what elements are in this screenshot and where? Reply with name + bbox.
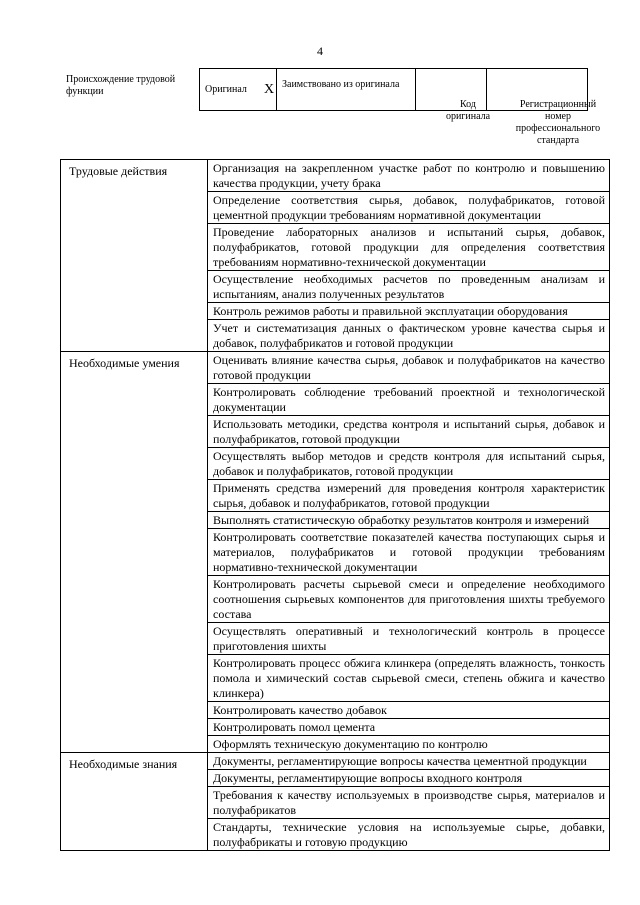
table-row <box>61 753 610 770</box>
labor-action-item: Осуществление необходимых расчетов по проведенным анализам и испытаниям, анализ полученных результатов <box>208 271 610 303</box>
skill-item: Оформлять техническую документацию по контролю <box>208 736 610 753</box>
knowledge-item: Документы, регламентирующие вопросы качества цементной продукции <box>208 753 610 770</box>
knowledge-item: Требования к качеству используемых в производстве сырья, материалов и полуфабрикатов <box>208 787 610 819</box>
origin-label: Происхождение трудовой функции <box>66 74 176 97</box>
labor-actions-title: Трудовые действия <box>61 160 208 352</box>
skill-item: Контролировать качество добавок <box>208 702 610 719</box>
skill-item: Использовать методики, средства контроля и испытаний сырья, добавок и полуфабрикатов, готовой продукции <box>208 416 610 448</box>
skills-title: Необходимые умения <box>61 352 208 753</box>
knowledge-title: Необходимые знания <box>61 753 208 851</box>
original-mark: X <box>262 69 277 111</box>
labor-action-item: Учет и систематизация данных о фактическом уровне качества сырья и добавок, полуфабрикатов и готовой продукции <box>208 320 610 352</box>
knowledge-item: Стандарты, технические условия на используемые сырье, добавки, полуфабрикаты и готовую продукцию <box>208 819 610 851</box>
skill-item: Контролировать помол цемента <box>208 719 610 736</box>
knowledge-item: Документы, регламентирующие вопросы входного контроля <box>208 770 610 787</box>
code-caption: Код оригинала <box>445 99 491 122</box>
skill-item: Применять средства измерений для проведения контроля характеристик сырья, добавок и полуфабрикатов, готовой продукции <box>208 480 610 512</box>
skill-item: Контролировать процесс обжига клинкера (определять влажность, тонкость помола и химический состав сырьевой смеси, степень обжига и качество клинкера) <box>208 655 610 702</box>
labor-action-item: Организация на закрепленном участке работ по контролю и повышению качества продукции, учету брака <box>208 160 610 192</box>
table-row <box>61 160 610 192</box>
labor-action-item: Проведение лабораторных анализов и испытаний сырья, добавок, полуфабрикатов, готовой продукции для определения соответствия требованиям нормативно-технической документации <box>208 224 610 271</box>
skill-item: Осуществлять оперативный и технологический контроль в процессе приготовления шихты <box>208 623 610 655</box>
regnum-caption: Регистрационный номер профессионального стандарта <box>515 99 601 146</box>
page-number: 4 <box>317 44 323 58</box>
skill-item: Контролировать соответствие показателей качества поступающих сырья и материалов, полуфабрикатов и готовой продукции требованиям нормативно-технической документации <box>208 529 610 576</box>
borrowed-label: Заимствовано из оригинала <box>277 69 416 111</box>
original-label: Оригинал <box>200 69 263 111</box>
skill-item: Осуществлять выбор методов и средств контроля для испытаний сырья, добавок и полуфабрикатов, готовой продукции <box>208 448 610 480</box>
labor-action-item: Определение соответствия сырья, добавок, полуфабрикатов, готовой цементной продукции требованиям нормативной документации <box>208 192 610 224</box>
labor-action-item: Контроль режимов работы и правильной эксплуатации оборудования <box>208 303 610 320</box>
skill-item: Оценивать влияние качества сырья, добавок и полуфабрикатов на качество готовой продукции <box>208 352 610 384</box>
skill-item: Контролировать расчеты сырьевой смеси и определение необходимого соотношения сырьевых компонентов для приготовления шихты требуемого состава <box>208 576 610 623</box>
skill-item: Контролировать соблюдение требований проектной и технологической документации <box>208 384 610 416</box>
table-row <box>61 352 610 384</box>
function-table <box>60 159 610 851</box>
skill-item: Выполнять статистическую обработку результатов контроля и измерений <box>208 512 610 529</box>
